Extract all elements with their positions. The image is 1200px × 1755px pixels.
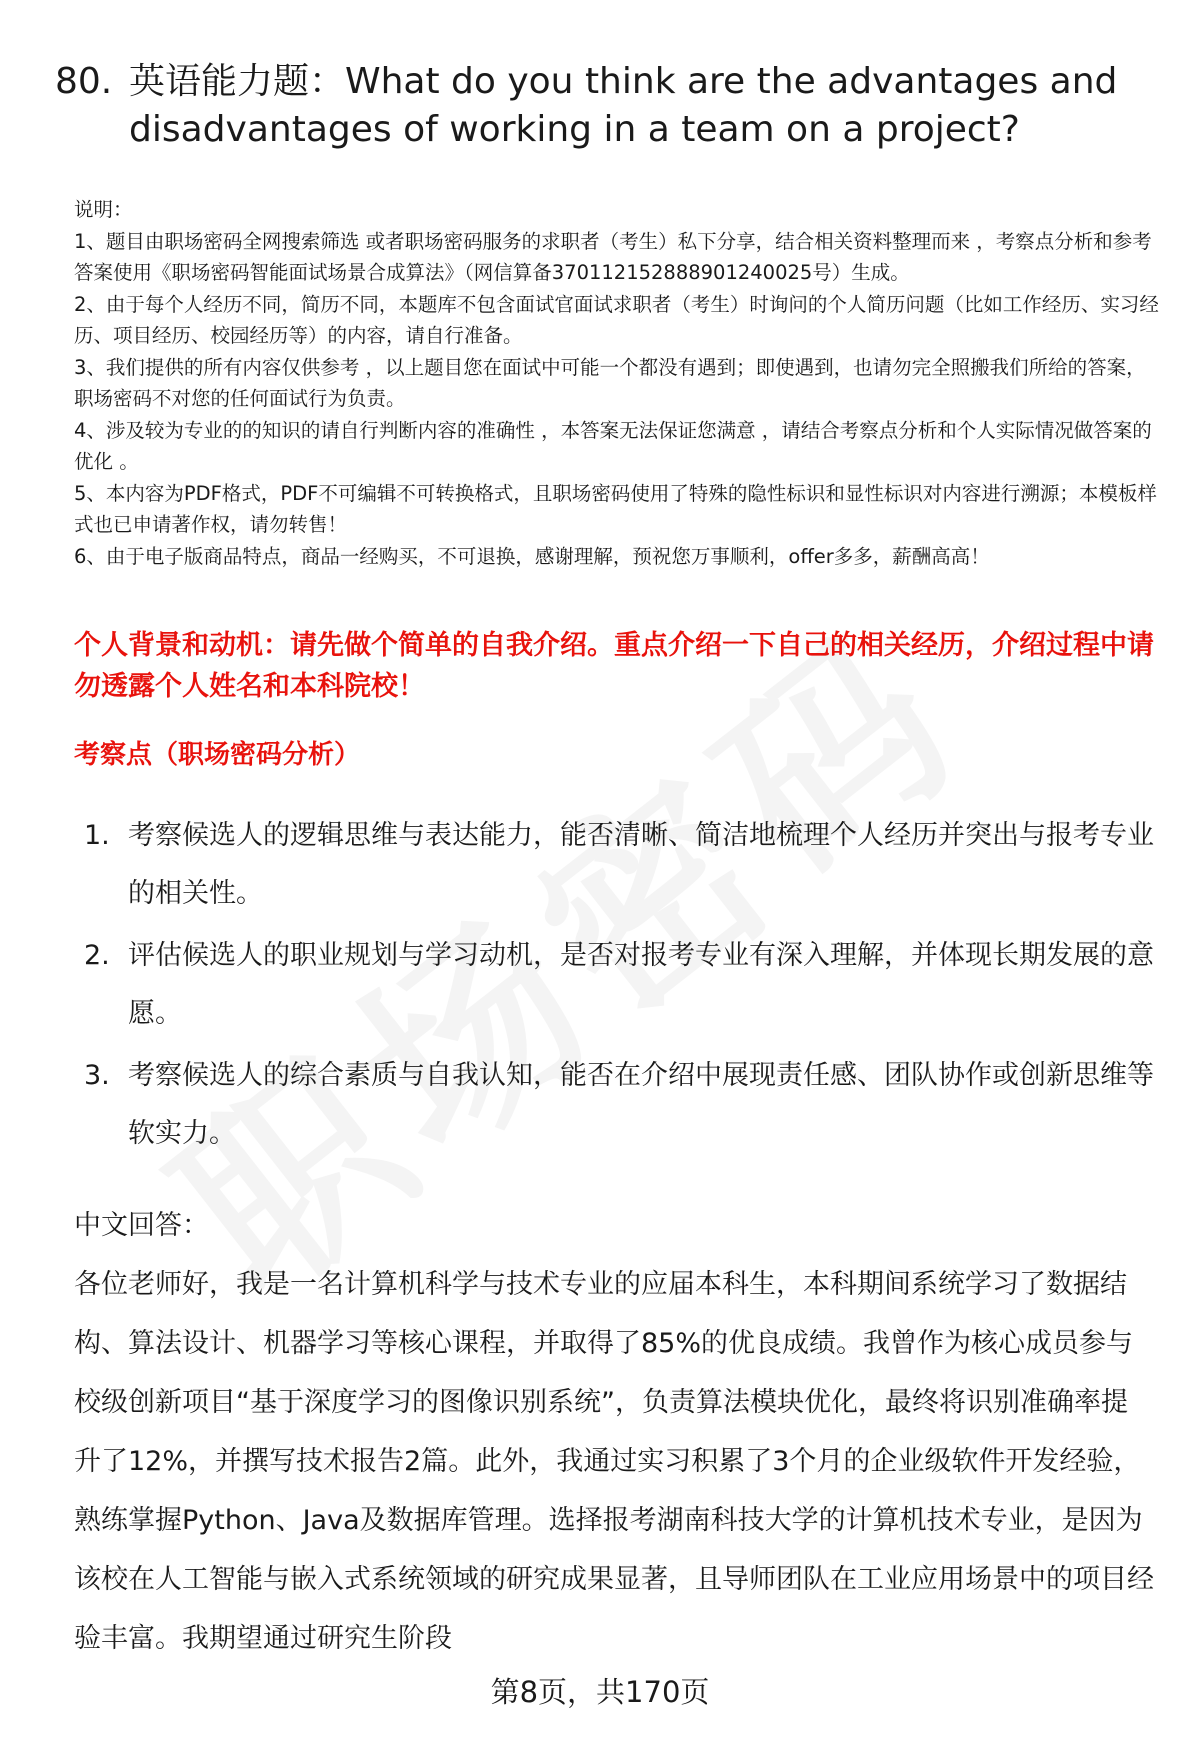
question-text: 英语能力题：What do you think are the advantages and disadvantages of working in a team on a project? (129, 61, 1118, 150)
point-number: 2. (84, 940, 110, 971)
note-item: 2、由于每个人经历不同，简历不同，本题库不包含面试官面试求职者（考生）时询问的个人简历问题（比如工作经历、实习经历、项目经历、校园经历等）的内容，请自行准备。 (74, 292, 1159, 347)
question-number: 80. (55, 61, 113, 102)
answer-block (74, 1196, 1154, 1668)
notes-block (74, 194, 1160, 572)
note-item: 3、我们提供的所有内容仅供参考 ，以上题目您在面试中可能一个都没有遇到；即使遇到，也请勿完全照搬我们所给的答案，职场密码不对您的任何面试行为负责。 (74, 355, 1146, 410)
note-item: 5、本内容为PDF格式，PDF不可编辑不可转换格式，且职场密码使用了特殊的隐性标识和显性标识对内容进行溯源；本模板样式也已申请著作权，请勿转售！ (74, 481, 1157, 536)
question-title (55, 58, 1155, 154)
point-number: 3. (84, 1060, 110, 1091)
point-text: 考察候选人的综合素质与自我认知，能否在介绍中展现责任感、团队协作或创新思维等软实力。 (128, 1060, 1154, 1149)
analysis-point (74, 1047, 1154, 1163)
note-item: 6、由于电子版商品特点，商品一经购买，不可退换，感谢理解，预祝您万事顺利，offer多多，薪酬高高！ (74, 544, 990, 568)
point-number: 1. (84, 820, 110, 851)
point-text: 评估候选人的职业规划与学习动机，是否对报考专业有深入理解，并体现长期发展的意愿。 (128, 940, 1154, 1029)
analysis-heading: 考察点（职场密码分析） (74, 740, 361, 770)
page-footer: 第8页，共170页 (490, 1675, 710, 1709)
section-heading: 个人背景和动机：请先做个简单的自我介绍。重点介绍一下自己的相关经历，介绍过程中请勿透露个人姓名和本科院校！ (74, 630, 1154, 702)
notes-heading: 说明： (74, 198, 133, 221)
answer-heading: 中文回答： (74, 1210, 209, 1241)
analysis-point (74, 807, 1154, 923)
note-item: 1、题目由职场密码全网搜索筛选 或者职场密码服务的求职者（考生）私下分享，结合相关资料整理而来 ，考察点分析和参考答案使用《职场密码智能面试场景合成算法》（网信算备370112152888901240025号）生成。 (74, 229, 1152, 284)
answer-body: 各位老师好，我是一名计算机科学与技术专业的应届本科生，本科期间系统学习了数据结构、算法设计、机器学习等核心课程，并取得了85%的优良成绩。我曾作为核心成员参与校级创新项目“基于深度学习的图像识别系统”，负责算法模块优化，最终将识别准确率提升了12%，并撰写技术报告2篇。此外，我通过实习积累了3个月的企业级软件开发经验，熟练掌握Python、Java及数据库管理。选择报考湖南科技大学的计算机技术专业，是因为该校在人工智能与嵌入式系统领域的研究成果显著，且导师团队在工业应用场景中的项目经验丰富。我期望通过研究生阶段 (74, 1269, 1154, 1654)
point-text: 考察候选人的逻辑思维与表达能力，能否清晰、简洁地梳理个人经历并突出与报考专业的相关性。 (128, 820, 1154, 909)
note-item: 4、涉及较为专业的的知识的请自行判断内容的准确性 ，本答案无法保证您满意 ，请结合考察点分析和个人实际情况做答案的优化 。 (74, 418, 1152, 473)
analysis-points (74, 807, 1154, 1167)
analysis-point (74, 927, 1154, 1043)
